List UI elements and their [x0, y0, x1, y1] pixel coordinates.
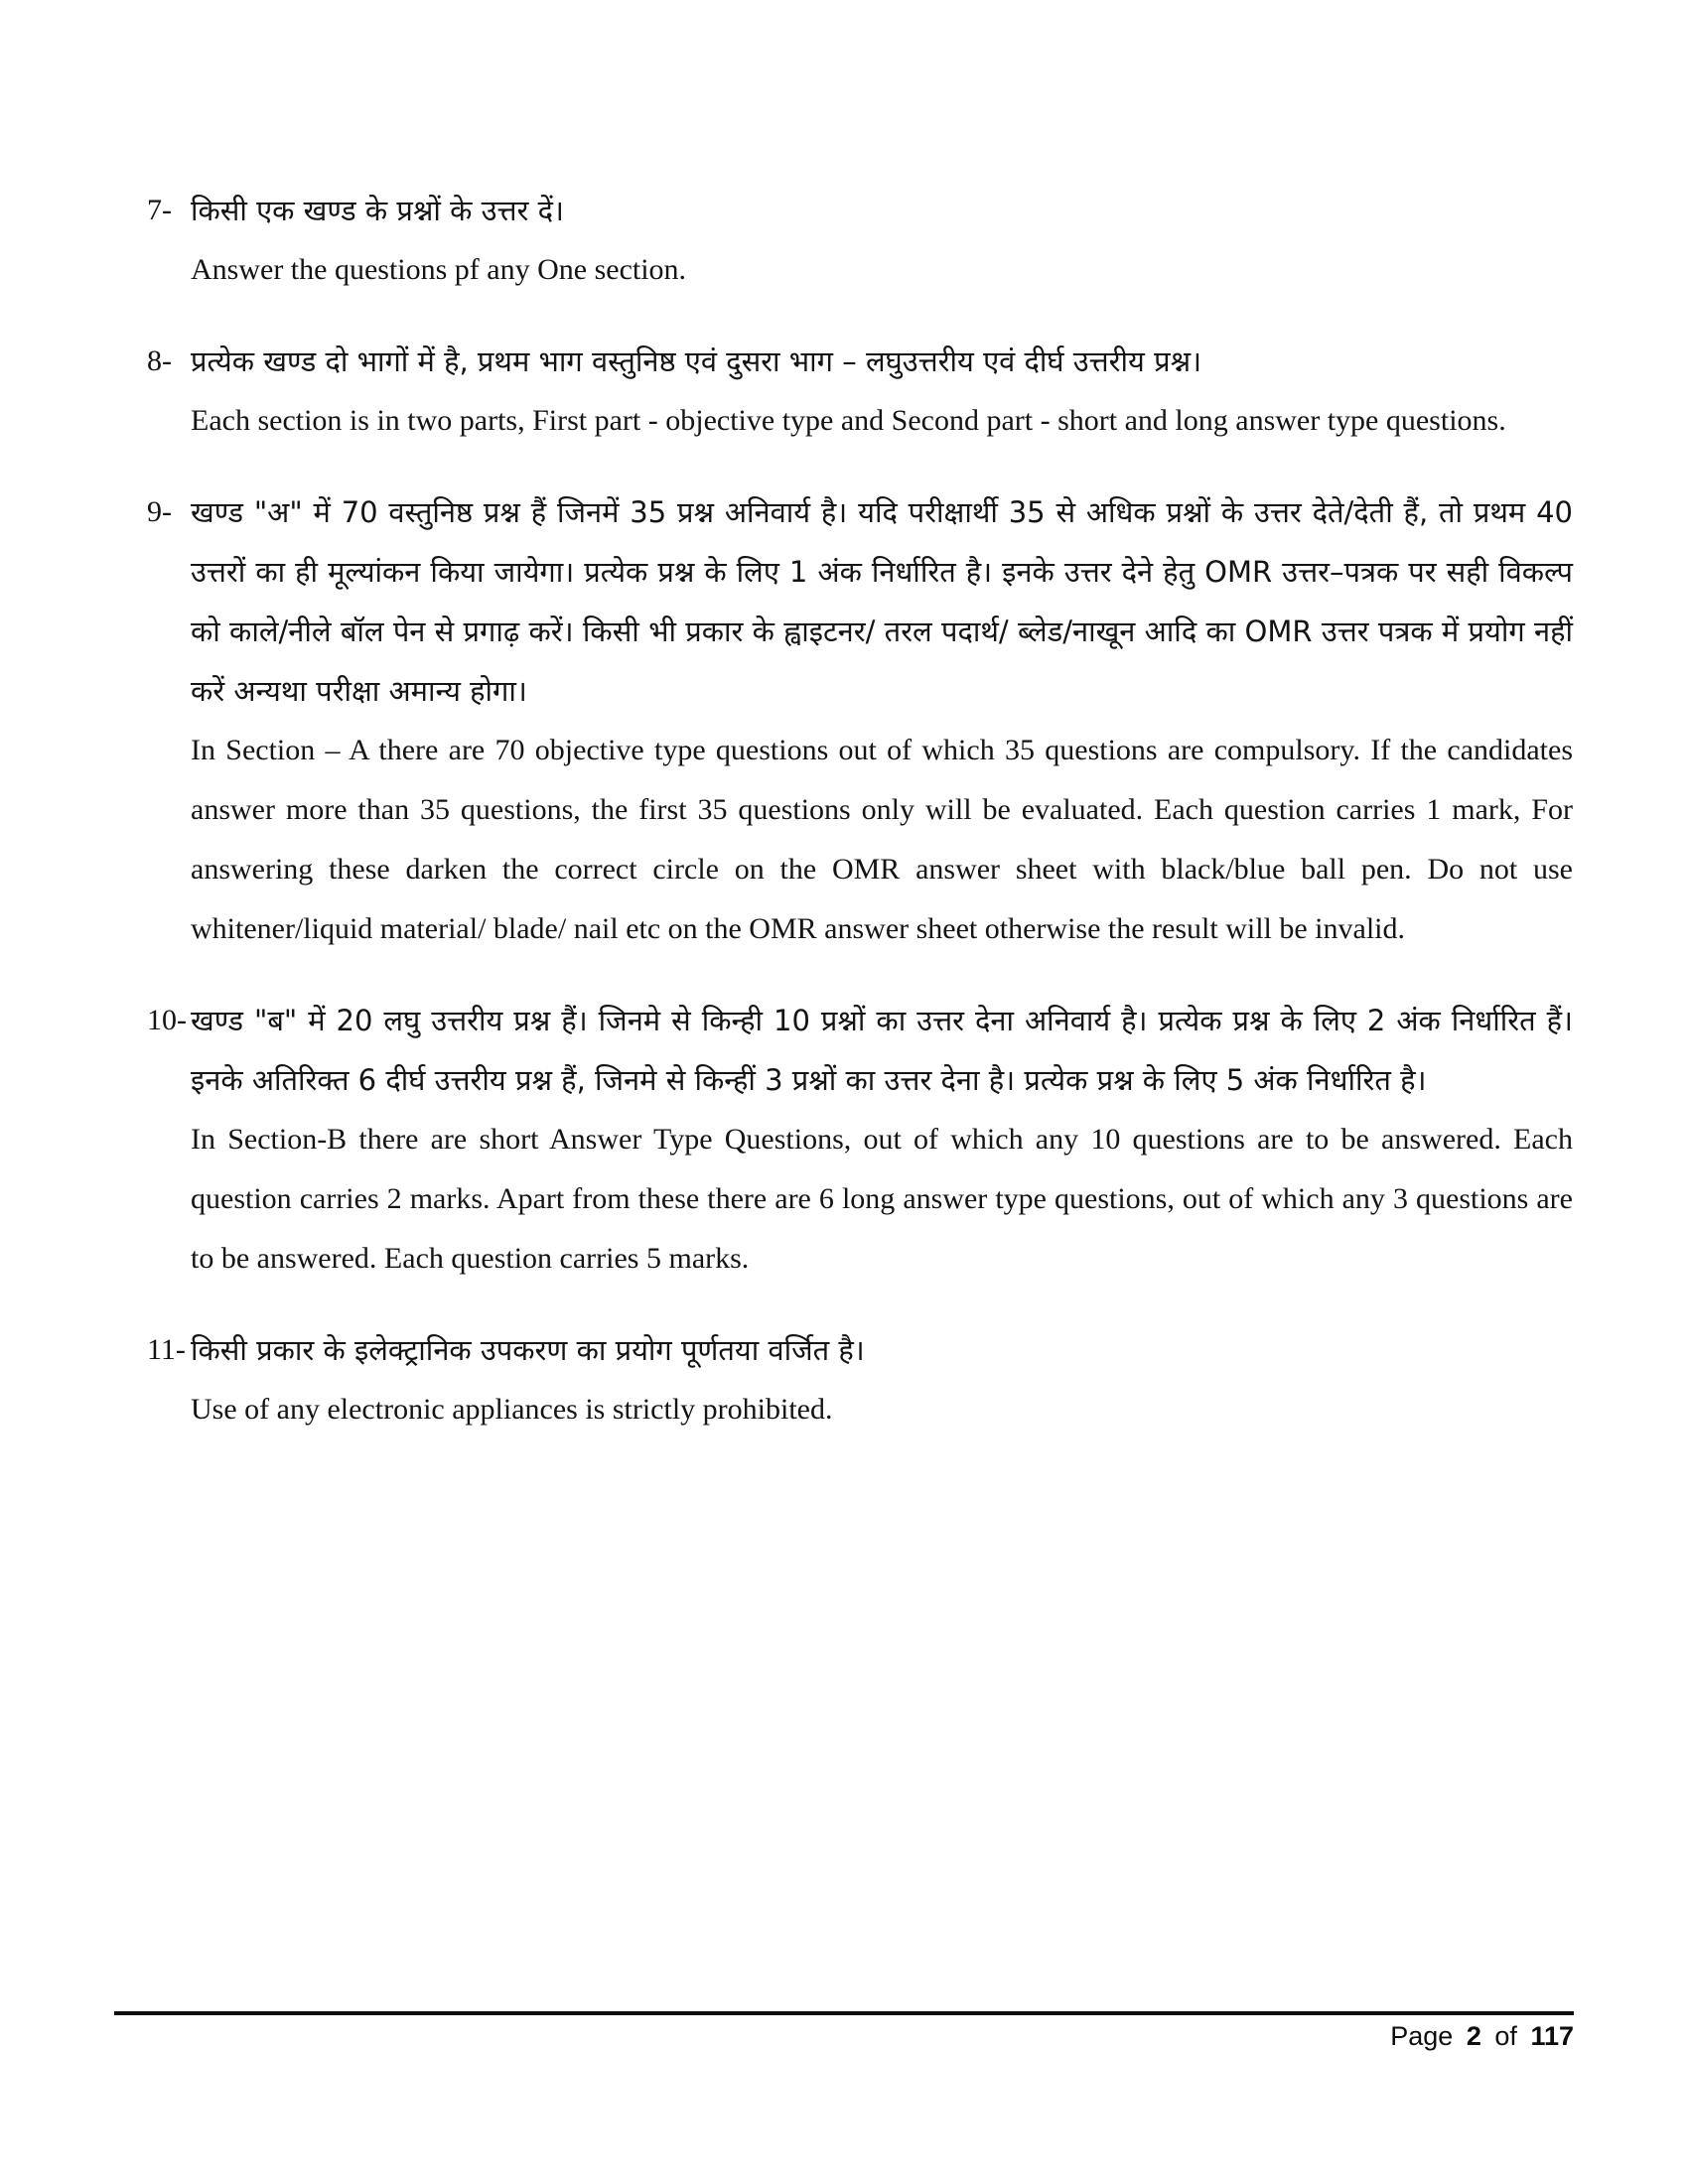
- instruction-item-7: [147, 181, 1573, 300]
- item-number: 8-: [147, 344, 172, 377]
- total-pages: 117: [1530, 2021, 1574, 2051]
- hindi-text: खण्ड "ब" में 20 लघु उत्तरीय प्रश्न हैं। जिनमे से किन्ही 10 प्रश्नों का उत्तर देना अनिवार्य है। प्रत्येक प्रश्न के लिए 2 अंक निर्धारित हैं। इनके अतिरिक्त 6 दीर्घ उत्तरीय प्रश्न हैं, जिनमे से किन्हीं 3 प्रश्नों का उत्तर देना है। प्रत्येक प्रश्न के लिए 5 अंक निर्धारित है।: [191, 1004, 1573, 1097]
- item-number: 7-: [147, 194, 172, 226]
- english-text: In Section – A there are 70 objective type questions out of which 35 questions are compulsory. If the candidates answer more than 35 questions, the first 35 questions only will be evaluated. Each question carries 1 mark, For answering these darken the correct circle on the OMR answer sheet with black/blue ball pen. Do not use whitener/liquid material/ blade/ nail etc on the OMR answer sheet otherwise the result will be invalid.: [191, 734, 1573, 945]
- item-body: [191, 482, 1573, 959]
- instruction-item-10: [147, 991, 1573, 1289]
- hindi-text: खण्ड "अ" में 70 वस्तुनिष्ठ प्रश्न हैं जिनमें 35 प्रश्न अनिवार्य है। यदि परीक्षार्थी 35 से अधिक प्रश्नों के उत्तर देते/देती हैं, तो प्रथम 40 उत्तरों का ही मूल्यांकन किया जायेगा। प्रत्येक प्रश्न के लिए 1 अंक निर्धारित है। इनके उत्तर देने हेतु OMR उत्तर–पत्रक पर सही विकल्प को काले/नीले बॉल पेन से प्रगाढ़ करें। किसी भी प्रकार के ह्वाइटनर/ तरल पदार्थ/ ब्लेड/नाखून आदि का OMR उत्तर पत्रक में प्रयोग नहीं करें अन्यथा परीक्षा अमान्य होगा।: [191, 495, 1573, 708]
- hindi-text: किसी प्रकार के इलेक्ट्रानिक उपकरण का प्रयोग पूर्णतया वर्जित है।: [191, 1333, 865, 1367]
- item-number: 11-: [147, 1333, 186, 1366]
- item-body: [191, 991, 1573, 1289]
- item-number: 9-: [147, 495, 172, 528]
- item-body: [191, 332, 1573, 451]
- instruction-item-8: [147, 332, 1573, 451]
- item-body: [191, 1320, 1573, 1439]
- english-text: Answer the questions pf any One section.: [191, 253, 687, 286]
- page-number-indicator: [114, 2021, 1574, 2052]
- hindi-text: किसी एक खण्ड के प्रश्नों के उत्तर दें।: [191, 194, 564, 227]
- english-text: Use of any electronic appliances is strictly prohibited.: [191, 1393, 833, 1426]
- instructions-list: [147, 181, 1573, 1471]
- page-footer: [114, 2011, 1574, 2052]
- english-text: Each section is in two parts, First part - objective type and Second part - short and long answer type questions.: [191, 404, 1506, 437]
- english-text: In Section-B there are short Answer Type Questions, out of which any 10 questions are to be answered. Each question carries 2 marks. Apart from these there are 6 long answer type questions, out of which any 3 questions are to be answered. Each question carries 5 marks.: [191, 1123, 1573, 1275]
- item-body: [191, 181, 1573, 300]
- footer-divider: [114, 2011, 1574, 2015]
- item-number: 10-: [147, 1004, 187, 1036]
- of-word: of: [1494, 2021, 1517, 2051]
- instruction-item-11: [147, 1320, 1573, 1439]
- page-word: Page: [1390, 2021, 1454, 2051]
- hindi-text: प्रत्येक खण्ड दो भागों में है, प्रथम भाग वस्तुनिष्ठ एवं दुसरा भाग – लघुउत्तरीय एवं दीर्घ उत्तरीय प्रश्न।: [191, 344, 1202, 378]
- instruction-item-9: [147, 482, 1573, 959]
- current-page-number: 2: [1466, 2021, 1481, 2051]
